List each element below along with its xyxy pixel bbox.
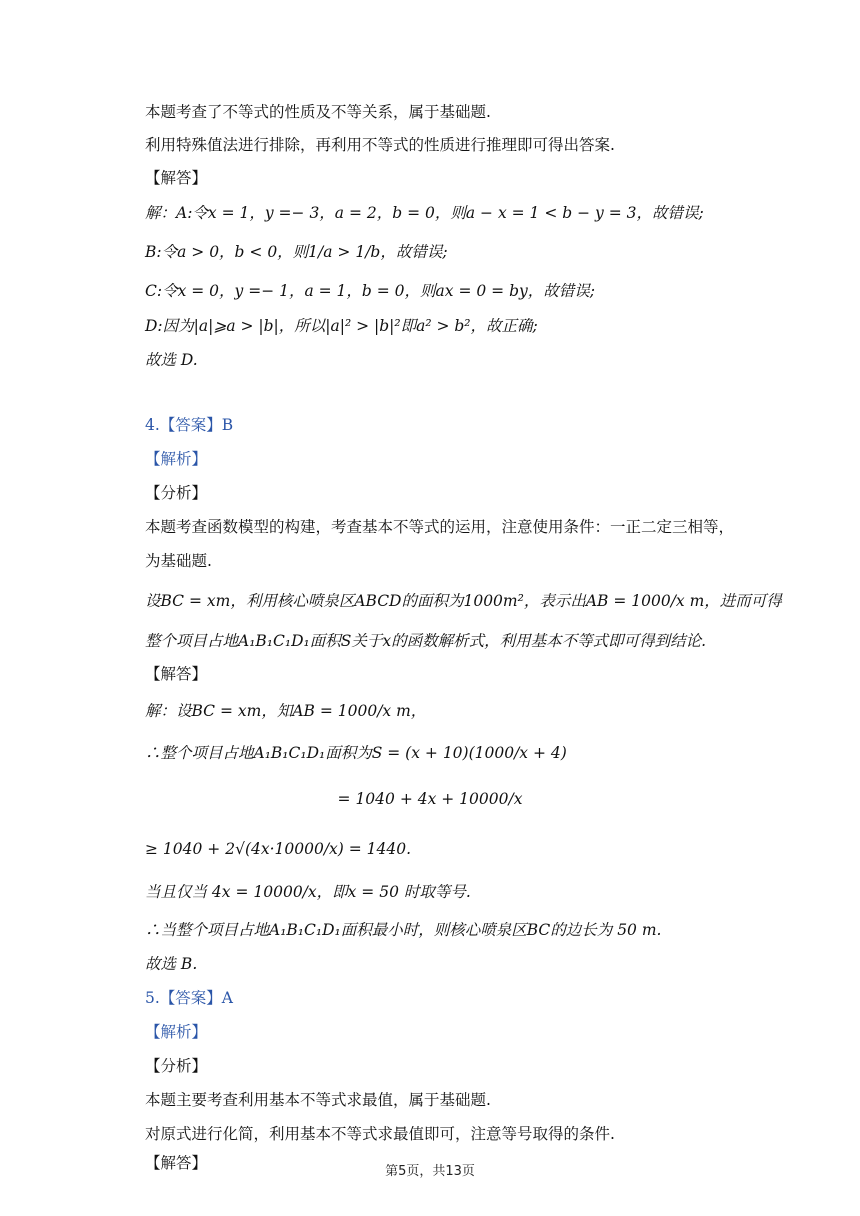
section-heading: 【分析】: [145, 1057, 208, 1075]
text-line: 对原式进行化简，利用基本不等式求最值即可，注意等号取得的条件.: [145, 1125, 615, 1143]
page-footer: 第5页，共13页: [385, 1164, 475, 1179]
text-line: 本题考查了不等式的性质及不等关系，属于基础题.: [145, 103, 491, 121]
math-line: B:令a > 0，b < 0，则1/a > 1/b，故错误;: [145, 243, 448, 261]
text-line: 为基础题.: [145, 552, 212, 570]
math-line: 故选 D.: [145, 351, 198, 369]
math-line: C:令x = 0，y =− 1，a = 1，b = 0，则ax = 0 = by，故错误;: [145, 282, 595, 300]
answer-heading: 4.【答案】B: [145, 416, 234, 434]
math-line: 故选 B.: [145, 955, 198, 973]
math-line: D:因为|a|⩾a > |b|，所以|a|² > |b|²即a² > b²，故正确;: [145, 317, 538, 335]
text-line: 本题考查函数模型的构建，考查基本不等式的运用，注意使用条件：一正二定三相等，: [145, 518, 735, 536]
analysis-heading: 【解析】: [145, 1023, 208, 1041]
analysis-heading: 【解析】: [145, 450, 208, 468]
text-line: 本题主要考查利用基本不等式求最值，属于基础题.: [145, 1091, 491, 1109]
math-line: ≥ 1040 + 2√(4x·10000/x) = 1440.: [145, 840, 412, 858]
answer-heading: 5.【答案】A: [145, 989, 233, 1007]
math-line: 解：设BC = xm，知AB = 1000/x m，: [145, 702, 427, 720]
text-line: 利用特殊值法进行排除，再利用不等式的性质进行推理即可得出答案.: [145, 136, 615, 154]
section-heading: 【解答】: [145, 1154, 208, 1172]
math-line: 设BC = xm，利用核心喷泉区ABCD的面积为1000m²，表示出AB = 1000/x m，进而可得: [145, 592, 782, 610]
section-heading: 【解答】: [145, 169, 208, 187]
section-heading: 【分析】: [145, 484, 208, 502]
math-line: ∴当整个项目占地A₁B₁C₁D₁面积最小时，则核心喷泉区BC的边长为 50 m.: [145, 921, 662, 939]
math-line: 当且仅当 4x = 10000/x，即x = 50 时取等号.: [145, 883, 471, 901]
math-line: = 1040 + 4x + 10000/x: [337, 790, 523, 808]
section-heading: 【解答】: [145, 665, 208, 683]
math-line: 解：A:令x = 1，y =− 3，a = 2，b = 0，则a − x = 1 < b − y = 3，故错误;: [145, 204, 704, 222]
math-line: 整个项目占地A₁B₁C₁D₁面积S关于x的函数解析式，利用基本不等式即可得到结论.: [145, 632, 707, 650]
math-line: ∴整个项目占地A₁B₁C₁D₁面积为S = (x + 10)(1000/x + 4): [145, 744, 567, 762]
